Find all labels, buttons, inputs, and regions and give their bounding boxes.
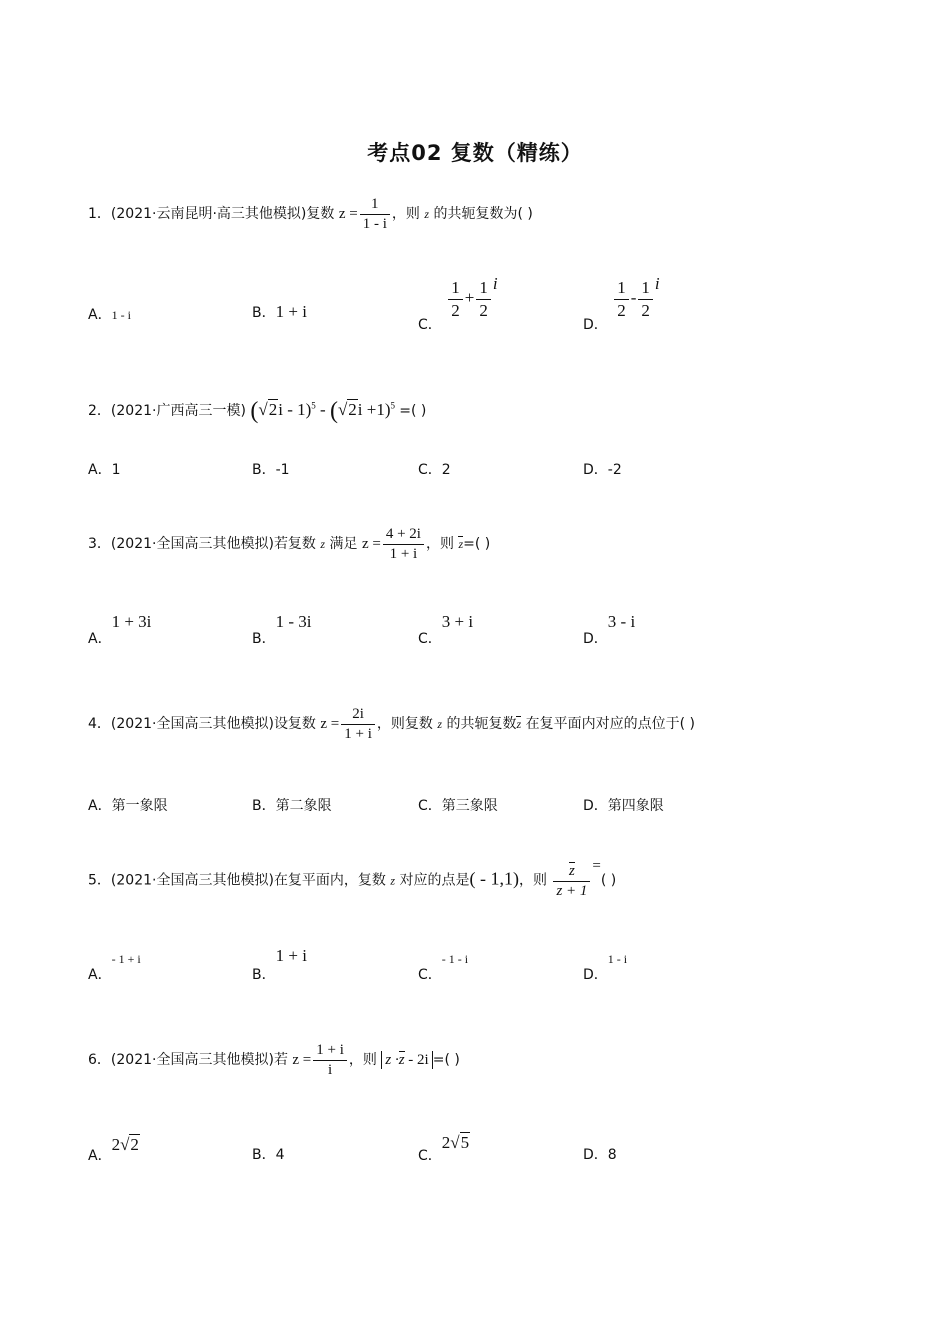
- option-1c[interactable]: C． $\frac{1}{2}$ + $\frac{1}{2}$ i: [418, 274, 498, 334]
- question-1: 1．(2021·云南昆明·高三其他模拟)复数 z = $\frac{1}{1 - i}$ ，则 z 的共轭复数为( ): [88, 196, 533, 232]
- expr-power: $(√2i - 1)^5 - (√2i +1)^5$: [250, 398, 396, 424]
- option-4a[interactable]: A．第一象限: [88, 798, 168, 814]
- expr-abs: z ·z - 2i: [381, 1051, 432, 1069]
- option-3a[interactable]: A．1 + 3i: [88, 612, 152, 647]
- expr-ratio: $\frac{z}{z + 1}$ =: [551, 872, 600, 888]
- option-6c[interactable]: C．2√5: [418, 1133, 470, 1164]
- option-2d[interactable]: D．-2: [583, 462, 622, 478]
- expr-z: z = $\frac{4 + 2i}{1 + i}$: [362, 536, 426, 552]
- question-3: 3．(2021·全国高三其他模拟)若复数 z 满足 z = $\frac{4 + 2i}{1 + i}$ ，则 z=( ): [88, 526, 491, 562]
- question-2: 2．(2021·广西高三一模) $(√2i - 1)^5 - (√2i +1)^5$ =( ): [88, 398, 427, 424]
- option-2b[interactable]: B．-1: [252, 462, 290, 478]
- option-6d[interactable]: D．8: [583, 1147, 617, 1163]
- expr-z: z = $\frac{2i}{1 + i}$: [320, 716, 377, 732]
- option-2a[interactable]: A．1: [88, 462, 121, 478]
- option-5c[interactable]: C．- 1 - i: [418, 952, 469, 983]
- expr-z: z = $\frac{1 + i}{i}$: [292, 1052, 349, 1068]
- expr-z: z = $\frac{1}{1 - i}$: [339, 206, 392, 222]
- option-5d[interactable]: D．1 - i: [583, 952, 628, 983]
- option-3c[interactable]: C．3 + i: [418, 612, 474, 647]
- question-4: 4．(2021·全国高三其他模拟)设复数 z = $\frac{2i}{1 + i}$ ，则复数 z 的共轭复数z 在复平面内对应的点位于( ): [88, 706, 695, 742]
- question-5: 5．(2021·全国高三其他模拟)在复平面内，复数 z 对应的点是( - 1,1)，则 $\frac{z}{z + 1}$ =( ): [88, 858, 617, 899]
- option-4d[interactable]: D．第四象限: [583, 798, 664, 814]
- question-6: 6．(2021·全国高三其他模拟)若 z = $\frac{1 + i}{i}$ ，则 z ·z - 2i =( ): [88, 1042, 460, 1078]
- option-1a[interactable]: A．1 - i: [88, 307, 131, 323]
- option-3d[interactable]: D．3 - i: [583, 612, 636, 647]
- option-1d[interactable]: D． $\frac{1}{2}$ - $\frac{1}{2}$ i: [583, 274, 660, 334]
- page-title: 考点02 复数（精练）: [367, 141, 583, 165]
- option-4b[interactable]: B．第二象限: [252, 798, 332, 814]
- option-3b[interactable]: B．1 - 3i: [252, 612, 312, 647]
- option-6b[interactable]: B．4: [252, 1147, 285, 1163]
- option-1b[interactable]: B．1 + i: [252, 302, 307, 321]
- option-2c[interactable]: C．2: [418, 462, 451, 478]
- option-4c[interactable]: C．第三象限: [418, 798, 498, 814]
- option-5b[interactable]: B．1 + i: [252, 946, 307, 983]
- option-5a[interactable]: A．- 1 + i: [88, 952, 141, 983]
- option-6a[interactable]: A．2√2: [88, 1135, 139, 1164]
